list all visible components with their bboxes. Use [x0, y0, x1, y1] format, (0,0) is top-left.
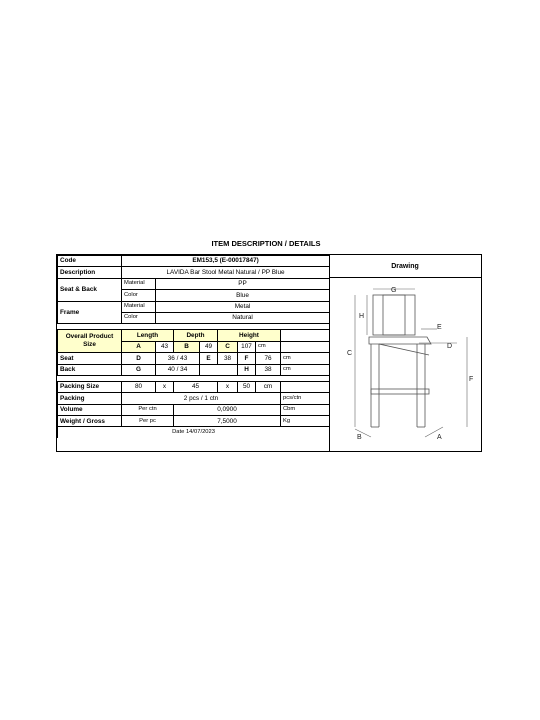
weight-per: Per pc: [122, 416, 174, 427]
dim-g-value: 40 / 34: [156, 364, 200, 375]
packing-size-x1: x: [156, 381, 174, 392]
packing-size-height: 50: [238, 381, 256, 392]
frame-material-label: Material: [122, 301, 156, 312]
drawing-label-d: D: [447, 343, 453, 350]
description-label: Description: [58, 267, 122, 278]
spec-sheet: [56, 254, 482, 452]
row-weight: [58, 416, 330, 427]
dim-a-letter: A: [122, 341, 156, 352]
code-value: EM153,5 (E-00017847): [122, 256, 330, 267]
weight-unit: Kg: [281, 416, 330, 427]
dim-c-value: 107: [238, 341, 256, 352]
overall-unit: cm: [256, 341, 281, 352]
dim-b-letter: B: [174, 341, 200, 352]
back-label: Back: [58, 364, 122, 375]
code-label: Code: [58, 256, 122, 267]
dim-f-letter: F: [238, 353, 256, 364]
seat-back-material: PP: [156, 278, 330, 289]
overall-header-blank: [281, 330, 330, 341]
row-frame-material: [58, 301, 330, 312]
row-description: [58, 267, 330, 278]
depth-header: Depth: [174, 330, 218, 341]
date-text: Date 14/07/2023: [58, 427, 330, 438]
description-value: LAVIDA Bar Stool Metal Natural / PP Blue: [122, 267, 330, 278]
backrest-inner: [383, 295, 405, 335]
dim-g-letter: G: [122, 364, 156, 375]
row-seat: [58, 353, 330, 364]
height-header: Height: [218, 330, 281, 341]
dim-h-letter: H: [238, 364, 256, 375]
seat-unit: cm: [281, 353, 330, 364]
frame-color-label: Color: [122, 312, 156, 323]
footrest: [371, 389, 429, 394]
row-date: [58, 427, 330, 438]
seat-back-color-label: Color: [122, 290, 156, 301]
drawing-header-line: [329, 277, 481, 278]
volume-unit: Cbm: [281, 404, 330, 415]
seat-back-color: Blue: [156, 290, 330, 301]
seat-underside: [379, 344, 429, 355]
seat-label: Seat: [58, 353, 122, 364]
frame-material: Metal: [156, 301, 330, 312]
drawing-label-h: H: [359, 313, 365, 320]
weight-value: 7,5000: [174, 416, 281, 427]
packing-size-x2: x: [218, 381, 238, 392]
overall-values-blank: [281, 341, 330, 352]
back-unit: cm: [281, 364, 330, 375]
dim-h-value: 38: [256, 364, 281, 375]
row-volume: [58, 404, 330, 415]
packing-size-blank: [281, 381, 330, 392]
volume-value: 0,0900: [174, 404, 281, 415]
drawing-label-b: B: [357, 434, 362, 441]
row-packing: [58, 393, 330, 404]
seat-back-label: Seat & Back: [58, 278, 122, 301]
dim-f-value: 76: [256, 353, 281, 364]
length-header: Length: [122, 330, 174, 341]
dim-b-value: 49: [200, 341, 218, 352]
row-seat-back-material: [58, 278, 330, 289]
row-back: [58, 364, 330, 375]
dim-a-value: 43: [156, 341, 174, 352]
dim-e-value: 38: [218, 353, 238, 364]
drawing-label-e: E: [437, 324, 442, 331]
dim-c-letter: C: [218, 341, 238, 352]
frame-label: Frame: [58, 301, 122, 324]
packing-label: Packing: [58, 393, 122, 404]
spec-table: [57, 255, 330, 438]
drawing-label-f: F: [469, 376, 474, 383]
drawing-divider: [329, 255, 330, 451]
packing-size-unit: cm: [256, 381, 281, 392]
row-code: [58, 256, 330, 267]
dim-d-value: 36 / 43: [156, 353, 200, 364]
drawing-label-g: G: [391, 287, 397, 294]
frame-color: Natural: [156, 312, 330, 323]
dim-d-letter: D: [122, 353, 156, 364]
volume-label: Volume: [58, 404, 122, 415]
backrest-outline: [373, 295, 415, 335]
weight-label: Weight / Gross: [58, 416, 122, 427]
volume-per: Per ctn: [122, 404, 174, 415]
drawing-label-a: A: [437, 434, 442, 441]
packing-value: 2 pcs / 1 ctn: [122, 393, 281, 404]
document-title: ITEM DESCRIPTION / DETAILS: [211, 239, 321, 248]
bar-stool-drawing-icon: [333, 281, 477, 441]
row-packing-size: [58, 381, 330, 392]
packing-size-length: 80: [122, 381, 156, 392]
row-overall-header: [58, 330, 330, 341]
seat-back-material-label: Material: [122, 278, 156, 289]
packing-unit: pcs/ctn: [281, 393, 330, 404]
drawing-title: Drawing: [391, 263, 419, 270]
packing-size-width: 45: [174, 381, 218, 392]
overall-label: Overall Product Size: [58, 330, 122, 353]
back-blank: [200, 364, 238, 375]
packing-size-label: Packing Size: [58, 381, 122, 392]
dim-e-letter: E: [200, 353, 218, 364]
drawing-label-c: C: [347, 350, 353, 357]
